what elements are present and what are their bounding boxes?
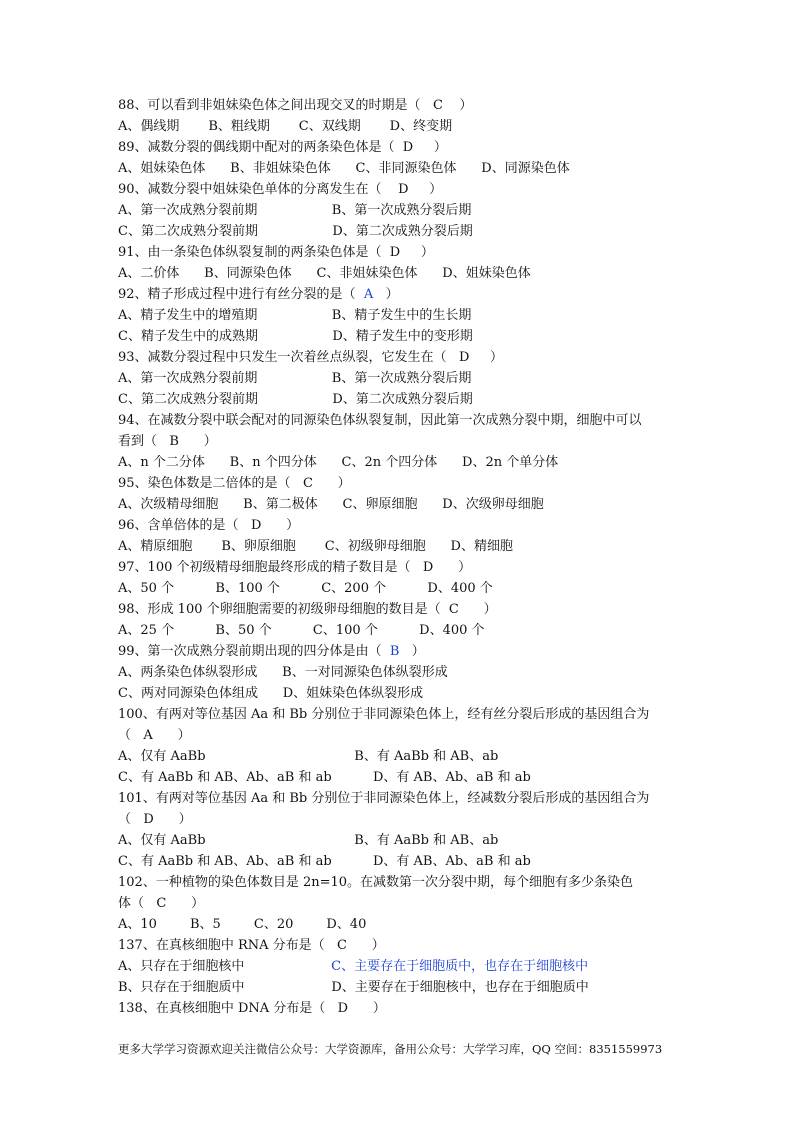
line-q101-opts-1 — [118, 830, 678, 851]
line-text: A、第一次成熟分裂前期 B、第一次成熟分裂后期 — [118, 371, 472, 386]
line-q98-opts — [118, 620, 678, 641]
line-q91-opts — [118, 263, 678, 284]
line-text: （ D ） — [118, 812, 192, 827]
line-text: 91、由一条染色体纵裂复制的两条染色体是（ D ） — [118, 245, 434, 260]
line-q97-opts — [118, 578, 678, 599]
line-q95-opts — [118, 494, 678, 515]
line-text: 99、第一次成熟分裂前期出现的四分体是由（ — [118, 644, 390, 659]
line-text: C、精子发生中的成熟期 D、精子发生中的变形期 — [118, 329, 473, 344]
line-text: A、两条染色体纵裂形成 B、一对同源染色体纵裂形成 — [118, 665, 448, 680]
line-suffix: ） — [399, 644, 425, 659]
line-text: A、仅有 AaBb B、有 AaBb 和 AB、ab — [118, 749, 499, 764]
line-text: C、两对同源染色体组成 D、姐妹染色体纵裂形成 — [118, 686, 424, 701]
line-text: C、有 AaBb 和 AB、Ab、aB 和 ab D、有 AB、Ab、aB 和 ab — [118, 770, 531, 785]
line-q93 — [118, 347, 678, 368]
line-text: 95、染色体数是二倍体的是（ C ） — [118, 476, 351, 491]
line-q99-opts-2 — [118, 683, 678, 704]
line-q137 — [118, 935, 678, 956]
line-text: C、第二次成熟分裂前期 D、第二次成熟分裂后期 — [118, 392, 473, 407]
line-text: A、第一次成熟分裂前期 B、第一次成熟分裂后期 — [118, 203, 472, 218]
line-text: A、姐妹染色体 B、非姐妹染色体 C、非同源染色体 D、同源染色体 — [118, 161, 570, 176]
line-q89 — [118, 137, 678, 158]
line-text: A、10 B、5 C、20 D、40 — [118, 917, 367, 932]
line-q90-opts-2 — [118, 221, 678, 242]
line-q89-opts — [118, 158, 678, 179]
line-q101 — [118, 788, 678, 809]
line-q92-opts-2 — [118, 326, 678, 347]
line-q94 — [118, 410, 678, 431]
line-q94-opts — [118, 452, 678, 473]
line-q99-opts-1 — [118, 662, 678, 683]
line-q92-opts-1 — [118, 305, 678, 326]
answer-highlight: C、主要存在于细胞质中，也存在于细胞核中 — [331, 959, 589, 974]
line-text: 97、100 个初级精母细胞最终形成的精子数目是（ D ） — [118, 560, 472, 575]
line-text: 93、减数分裂过程中只发生一次着丝点纵裂，它发生在（ D ） — [118, 350, 504, 365]
line-q102 — [118, 872, 678, 893]
line-text: A、次级精母细胞 B、第二极体 C、卵原细胞 D、次级卵母细胞 — [118, 497, 544, 512]
line-q100 — [118, 704, 678, 725]
answer-highlight: B — [389, 644, 400, 659]
line-q95 — [118, 473, 678, 494]
line-q96 — [118, 515, 678, 536]
line-text: A、50 个 B、100 个 C、200 个 D、400 个 — [118, 581, 493, 596]
line-q99 — [118, 641, 678, 662]
line-q100-opts-1 — [118, 746, 678, 767]
line-text: C、有 AaBb 和 AB、Ab、aB 和 ab D、有 AB、Ab、aB 和 ab — [118, 854, 531, 869]
line-q100-opts-2 — [118, 767, 678, 788]
line-text: A、精子发生中的增殖期 B、精子发生中的生长期 — [118, 308, 472, 323]
line-q97 — [118, 557, 678, 578]
answer-highlight: A — [363, 287, 374, 302]
line-q93-opts-1 — [118, 368, 678, 389]
line-q93-opts-2 — [118, 389, 678, 410]
line-text: A、25 个 B、50 个 C、100 个 D、400 个 — [118, 623, 485, 638]
line-q101-cont — [118, 809, 678, 830]
line-text: 89、减数分裂的偶线期中配对的两条染色体是（ D ） — [118, 140, 447, 155]
line-text: A、只存在于细胞核中 — [118, 959, 332, 974]
line-text: A、n 个二分体 B、n 个四分体 C、2n 个四分体 D、2n 个单分体 — [118, 455, 559, 470]
line-text: 102、一种植物的染色体数目是 2n=10。在减数第一次分裂中期，每个细胞有多少条染色 — [118, 875, 634, 890]
line-text: 138、在真核细胞中 DNA 分布是（ D ） — [118, 1001, 386, 1016]
line-q91 — [118, 242, 678, 263]
line-text: A、精原细胞 B、卵原细胞 C、初级卵母细胞 D、精细胞 — [118, 539, 513, 554]
line-q102-cont — [118, 893, 678, 914]
line-text: 体（ C ） — [118, 896, 205, 911]
line-q92 — [118, 284, 678, 305]
line-text: 90、减数分裂中姐妹染色单体的分离发生在（ D ） — [118, 182, 443, 197]
line-q138 — [118, 998, 678, 1019]
line-text: 101、有两对等位基因 Aa 和 Bb 分别位于非同源染色体上，经减数分裂后形成的基因组合为 — [118, 791, 650, 806]
line-suffix: ） — [373, 287, 399, 302]
line-q101-opts-2 — [118, 851, 678, 872]
line-q137-opts-2 — [118, 977, 678, 998]
line-text: 92、精子形成过程中进行有丝分裂的是（ — [118, 287, 364, 302]
line-q137-opts-1 — [118, 956, 678, 977]
line-q90-opts-1 — [118, 200, 678, 221]
line-text: 137、在真核细胞中 RNA 分布是（ C ） — [118, 938, 385, 953]
line-text: 看到（ B ） — [118, 434, 217, 449]
line-q88-opts — [118, 116, 678, 137]
line-text: （ A ） — [118, 728, 191, 743]
line-q96-opts — [118, 536, 678, 557]
line-text: 100、有两对等位基因 Aa 和 Bb 分别位于非同源染色体上，经有丝分裂后形成的基因组合为 — [118, 707, 650, 722]
line-text: A、仅有 AaBb B、有 AaBb 和 AB、ab — [118, 833, 499, 848]
question-list — [118, 95, 678, 1019]
line-q102-opts — [118, 914, 678, 935]
line-text: A、偶线期 B、粗线期 C、双线期 D、终变期 — [118, 119, 453, 134]
line-text: 88、可以看到非姐妹染色体之间出现交叉的时期是（ C ） — [118, 98, 473, 113]
line-q98 — [118, 599, 678, 620]
line-text: 98、形成 100 个卵细胞需要的初级卵母细胞的数目是（ C ） — [118, 602, 497, 617]
line-text: B、只存在于细胞质中 D、主要存在于细胞核中，也存在于细胞质中 — [118, 980, 589, 995]
line-text: 96、含单倍体的是（ D ） — [118, 518, 300, 533]
line-q90 — [118, 179, 678, 200]
line-text: 94、在减数分裂中联会配对的同源染色体纵裂复制，因此第一次成熟分裂中期，细胞中可以 — [118, 413, 642, 428]
line-q100-cont — [118, 725, 678, 746]
footer-note: 更多大学学习资源欢迎关注微信公众号：大学资源库，备用公众号：大学学习库，QQ 空间：8351559973 — [118, 1042, 663, 1056]
line-q94-cont — [118, 431, 678, 452]
line-text: C、第二次成熟分裂前期 D、第二次成熟分裂后期 — [118, 224, 473, 239]
line-text: A、二价体 B、同源染色体 C、非姐妹染色体 D、姐妹染色体 — [118, 266, 531, 281]
line-q88 — [118, 95, 678, 116]
